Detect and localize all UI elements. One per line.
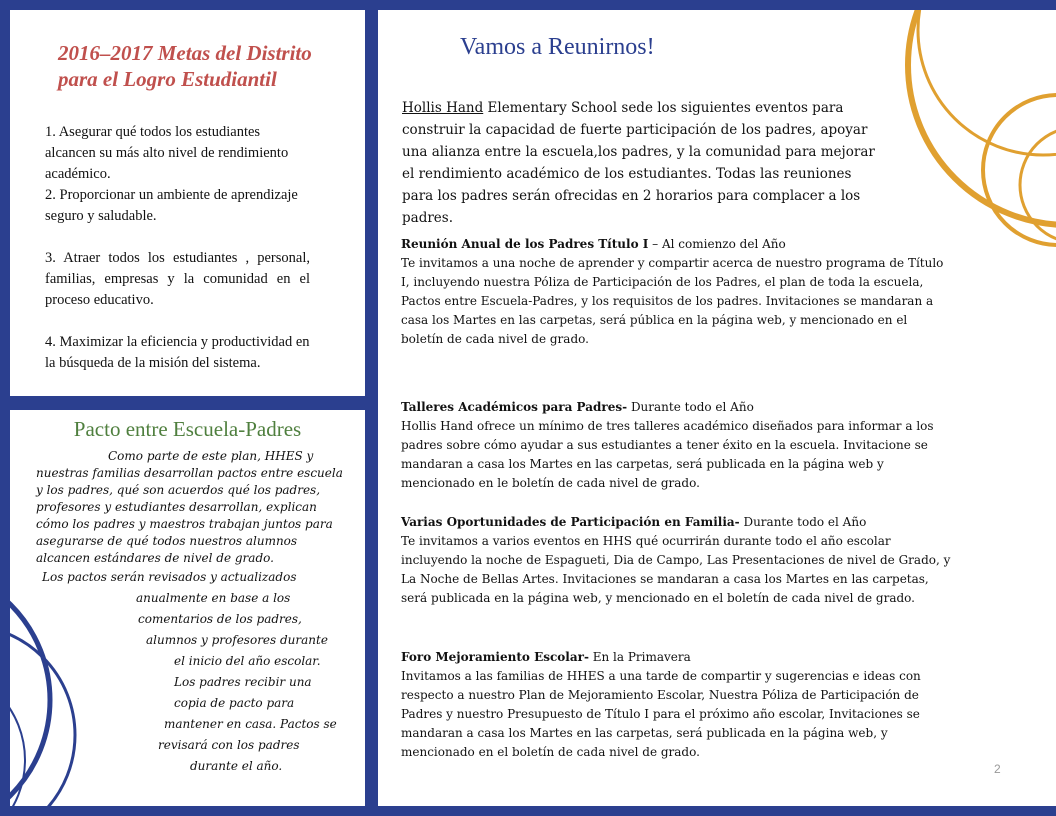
compact-panel xyxy=(10,410,365,806)
goal-item-3: 3. Atraer todos los estudiantes , personal, familias, empresas y la comunidad en el proceso educativo. xyxy=(45,250,310,308)
main-title: Vamos a Reunirnos! xyxy=(460,34,655,60)
compact-line: revisará con los padres xyxy=(158,738,300,752)
compact-line: mantener en casa. Pactos se xyxy=(164,717,337,731)
event-family-opportunities xyxy=(401,513,951,608)
goals-title: 2016–2017 Metas del Distrito para el Logro Estudiantil xyxy=(58,41,312,91)
compact-line: anualmente en base a los xyxy=(136,591,291,605)
compact-lead: Como parte de este plan, HHES y nuestras familias desarrollan pactos entre escuela y los padres, qué son acuerdos qué los padres, profesores y estudiantes desarrollan, explican cómo los padres y maestros trabajan juntos para asegurarse de qué todos nuestros alumnos alcancen estándares de nivel de grado. xyxy=(36,449,343,565)
goals-list xyxy=(45,122,310,374)
event-improvement-forum xyxy=(401,648,951,762)
compact-text xyxy=(36,448,351,777)
compact-line: durante el año. xyxy=(190,759,283,773)
event-academic-workshops xyxy=(401,398,951,493)
goal-item-4: 4. Maximizar la eficiencia y productividad en la búsqueda de la misión del sistema. xyxy=(45,334,310,371)
event-body: Invitamos a las familias de HHES a una tarde de compartir y sugerencias e ideas con respecto a nuestro Plan de Mejoramiento Escolar, Nuestra Póliza de Participación de Padres y nuestro Presupuesto de Título I para el próximo año escolar, Invitaciones se mandaran a casa los Martes en las carpetas, será publicada en la página web, y mencionado en el boletín de cada nivel de grado. xyxy=(401,669,921,759)
event-title: Talleres Académicos para Padres- xyxy=(401,400,628,414)
page-number: 2 xyxy=(994,762,1001,776)
goal-item-2: 2. Proporcionar un ambiente de aprendizaje seguro y saludable. xyxy=(45,187,298,224)
intro-text: Elementary School sede los siguientes eventos para construir la capacidad de fuerte participación de los padres, apoyar una alianza entre la escuela,los padres, y la comunidad para mejorar el rendimiento académico de los estudiantes. Todas las reuniones para los padres serán ofrecidas en 2 horarios para complacer a los padres. xyxy=(402,100,875,226)
event-title: Varias Oportunidades de Participación en Familia- xyxy=(401,515,740,529)
event-annual-meeting xyxy=(401,235,951,349)
compact-line: el inicio del año escolar. xyxy=(174,654,321,668)
intro-paragraph xyxy=(402,97,877,229)
event-when: – Al comienzo del Año xyxy=(648,237,786,251)
event-body: Te invitamos a varios eventos en HHS qué ocurrirán durante todo el año escolar incluyendo la noche de Espagueti, Dia de Campo, Las Presentaciones de nivel de Grado, y La Noche de Bellas Artes. Invitaciones se mandaran a casa los Martes en las carpetas, será publicada en la página web, y mencionado en el boletín de cada nivel de grado. xyxy=(401,534,951,605)
compact-title: Pacto entre Escuela-Padres xyxy=(73,417,302,441)
event-when: Durante todo el Año xyxy=(627,400,754,414)
meetings-panel xyxy=(378,10,1056,806)
event-body: Te invitamos a una noche de aprender y compartir acerca de nuestro programa de Título I, incluyendo nuestra Póliza de Participación de los Padres, el plan de toda la escuela, Pactos entre Escuela-Padres, y los requisitos de los padres. Invitaciones se mandaran a casa los Martes en las carpetas, será pública en la página web, y mencionado en el boletín de cada nivel de grado. xyxy=(401,256,944,346)
compact-line: Los pactos serán revisados y actualizados xyxy=(42,570,297,584)
event-title: Reunión Anual de los Padres Título I xyxy=(401,237,649,251)
event-title: Foro Mejoramiento Escolar- xyxy=(401,650,589,664)
compact-line: comentarios de los padres, xyxy=(138,612,302,626)
compact-line: alumnos y profesores durante xyxy=(146,633,328,647)
event-when: En la Primavera xyxy=(588,650,691,664)
event-when: Durante todo el Año xyxy=(739,515,867,529)
compact-line: copia de pacto para xyxy=(174,696,295,710)
school-name: Hollis Hand xyxy=(402,100,484,116)
goals-panel xyxy=(10,10,365,396)
compact-line: Los padres recibir una xyxy=(174,675,312,689)
event-body: Hollis Hand ofrece un mínimo de tres talleres académico diseñados para informar a los padres sobre cómo ayudar a sus estudiantes a tener éxito en la escuela. Invitacione se mandaran a casa los Martes en las carpetas, será publicada en la página web y mencionado en le boletín de cada nivel de grado. xyxy=(401,419,934,490)
goal-item-1: 1. Asegurar qué todos los estudiantes alcancen su más alto nivel de rendimiento académico. xyxy=(45,124,289,182)
